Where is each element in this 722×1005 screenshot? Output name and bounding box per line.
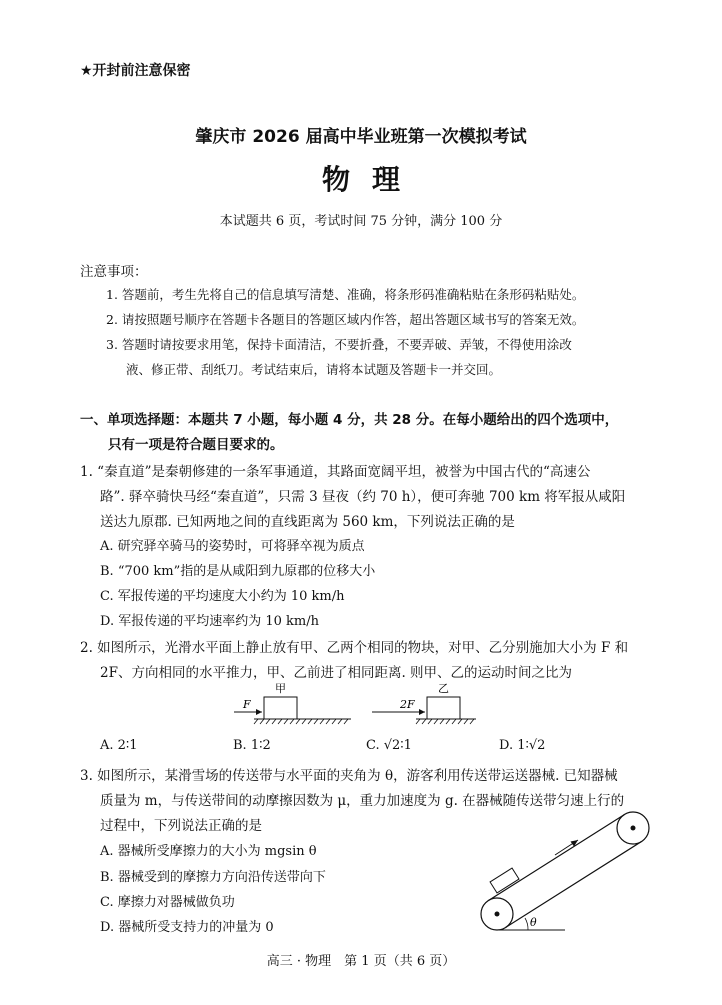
section-heading: 一、单项选择题：本题共 7 小题，每小题 4 分，共 28 分。在每小题给出的四个选项中，	[80, 412, 619, 428]
exam-info: 本试题共 6 页，考试时间 75 分钟，满分 100 分	[219, 214, 503, 229]
exam-title: 肇庆市 2026 届高中毕业班第一次模拟考试	[195, 127, 527, 147]
question-2-option-c: C. √2∶1	[366, 738, 412, 753]
notice-item: 3. 答题时请按要求用笔，保持卡面清洁，不要折叠，不要弄破、弄皱，不得使用涂改	[106, 337, 572, 352]
block-label-jia: 甲	[275, 682, 286, 695]
secret-notice: ★开封前注意保密	[80, 63, 191, 79]
equipment-block	[490, 868, 519, 893]
question-1-text: 路”. 驿卒骑快马经“秦直道”，只需 3 昼夜（约 70 h），便可奔驰 700 km 将军报从咸阳	[100, 489, 626, 505]
question-2-option-b: B. 1∶2	[233, 738, 271, 753]
question-3-option-d: D. 器械所受支持力的冲量为 0	[100, 920, 274, 935]
question-3-text: 3. 如图所示，某滑雪场的传送带与水平面的夹角为 θ，游客利用传送带运送器械. 已知器械	[80, 768, 618, 784]
notice-item: 液、修正带、刮纸刀。考试结束后，请将本试题及答题卡一并交回。	[126, 362, 502, 377]
question-3-text: 质量为 m，与传送带间的动摩擦因数为 μ，重力加速度为 g. 在器械随传送带匀速上行的	[100, 793, 625, 809]
ground-hatch-2	[416, 719, 474, 724]
upper-pulley-axle	[631, 826, 636, 831]
question-3-option-c: C. 摩擦力对器械做负功	[100, 895, 235, 910]
angle-arc	[525, 918, 528, 930]
belt-top	[489, 815, 625, 901]
question-3-option-b: B. 器械受到的摩擦力方向沿传送带向下	[100, 870, 326, 885]
force-label-f: F	[243, 698, 251, 711]
notice-heading: 注意事项：	[80, 264, 148, 280]
notice-item: 1. 答题前，考生先将自己的信息填写清楚、准确，将条形码准确粘贴在条形码粘贴处。	[106, 287, 585, 302]
block-yi	[427, 697, 460, 719]
force-label-2f: 2F	[400, 698, 415, 711]
question-2-figure	[230, 680, 480, 730]
question-1-text: 送达九原郡. 已知两地之间的直线距离为 560 km，下列说法正确的是	[100, 514, 515, 530]
section-heading-cont: 只有一项是符合题目要求的。	[108, 437, 284, 453]
question-2-text: 2F、方向相同的水平推力，甲、乙前进了相同距离. 则甲、乙的运动时间之比为	[100, 665, 573, 681]
block-jia	[264, 697, 297, 719]
ground-hatch-1	[254, 719, 348, 724]
motion-arrow-head	[571, 840, 579, 847]
question-1-option-a: A. 研究驿卒骑马的姿势时，可将驿卒视为质点	[100, 539, 365, 554]
question-2-option-d: D. 1∶√2	[499, 738, 546, 753]
question-1-text: 1. “秦直道”是秦朝修建的一条军事通道，其路面宽阔平坦，被誉为中国古代的“高速公	[80, 464, 591, 480]
notice-item: 2. 请按照题号顺序在答题卡各题目的答题区域内作答，超出答题区域书写的答案无效。	[106, 312, 585, 327]
question-1-option-d: D. 军报传递的平均速率约为 10 km/h	[100, 614, 319, 629]
subject-title: 物理	[321, 163, 422, 196]
question-3-option-a: A. 器械所受摩擦力的大小为 mgsin θ	[100, 844, 317, 859]
force-arrow-2-head	[419, 709, 425, 715]
angle-label: θ	[530, 916, 537, 929]
question-2-option-a: A. 2∶1	[100, 738, 138, 753]
lower-pulley-axle	[495, 912, 500, 917]
question-2-text: 2. 如图所示，光滑水平面上静止放有甲、乙两个相同的物块，对甲、乙分别施加大小为 F 和	[80, 640, 629, 656]
question-3-text: 过程中，下列说法正确的是	[100, 818, 262, 834]
question-3-conveyor-figure	[470, 800, 670, 940]
belt-bottom	[506, 842, 642, 928]
page-footer: 高三 · 物理 第 1 页（共 6 页）	[266, 954, 456, 969]
force-arrow-1-head	[256, 709, 262, 715]
block-label-yi: 乙	[438, 682, 449, 695]
question-1-option-c: C. 军报传递的平均速度大小约为 10 km/h	[100, 589, 345, 604]
question-1-option-b: B. “700 km”指的是从咸阳到九原郡的位移大小	[100, 564, 376, 579]
